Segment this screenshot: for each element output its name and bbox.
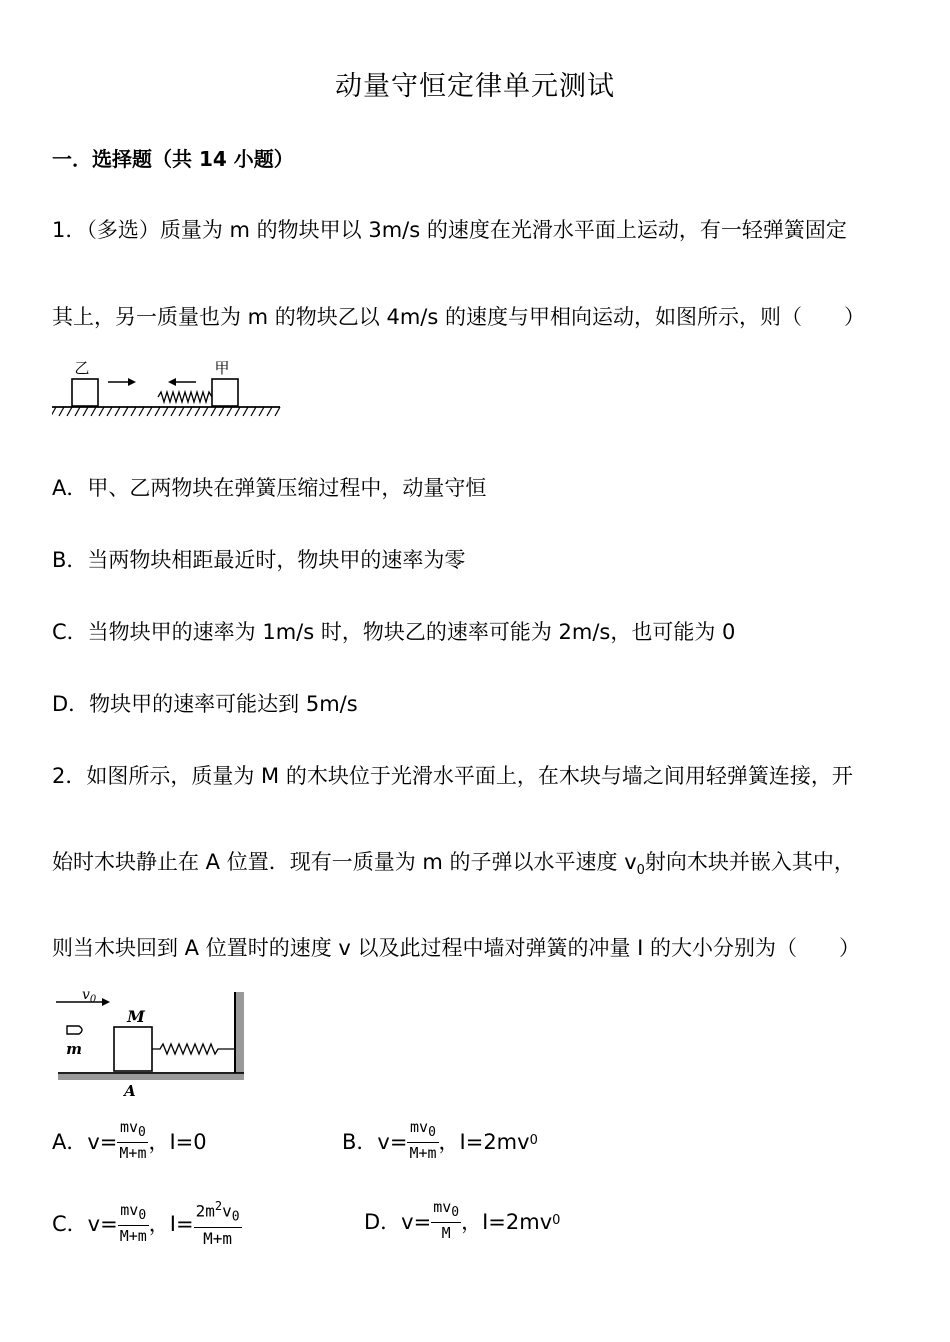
q1-option-d: D．物块甲的速率可能达到 5m/s xyxy=(52,692,358,716)
q2-stem-line1: 2．如图所示，质量为 M 的木块位于光滑水平面上，在木块与墙之间用轻弹簧连接，开 xyxy=(52,764,853,788)
fraction: $\frac{mv_0}{M+m}$ xyxy=(119,1118,147,1162)
q2-fig-label-A: A xyxy=(124,1082,136,1100)
q2-fig-label-M: M xyxy=(127,1007,145,1026)
q1-fig-label-jia: 甲 xyxy=(214,359,230,377)
spring-icon xyxy=(152,1044,234,1054)
fraction: $\frac{2m^2v_0}{M+m}$ xyxy=(195,1199,240,1248)
spring-icon xyxy=(158,392,212,402)
q2-fig-label-m: m xyxy=(66,1040,82,1058)
wood-block xyxy=(114,1027,152,1071)
q2-option-b: B．v= $\frac{mv_0}{M+m}$ ，I=2mv 0 xyxy=(342,1118,538,1162)
q1-option-c: C．当物块甲的速率为 1m/s 时，物块乙的速率可能为 2m/s，也可能为 0 xyxy=(52,620,736,644)
ground-hatch xyxy=(58,1074,244,1080)
q1-option-b: B．当两物块相距最近时，物块甲的速率为零 xyxy=(52,548,466,572)
q2-stem-line2: 始时木块静止在 A 位置．现有一质量为 m 的子弹以水平速度 $v_0$射向木块并嵌入其中， xyxy=(52,850,855,879)
q2-option-c: C．v= $\frac{mv_0}{M+m}$ ，I= $\frac{2m^2v_0}{M+m}$ xyxy=(52,1199,240,1248)
arrow-right-icon xyxy=(108,378,136,386)
arrow-left-icon xyxy=(168,378,196,386)
ground-hatch xyxy=(52,407,280,416)
fraction: $\frac{mv_0}{M+m}$ xyxy=(119,1200,147,1245)
q1-option-a: A．甲、乙两物块在弹簧压缩过程中，动量守恒 xyxy=(52,476,487,500)
wall-hatch xyxy=(236,992,244,1073)
q1-fig-label-yi: 乙 xyxy=(74,359,90,377)
q1-figure xyxy=(52,356,284,422)
fraction: $\frac{mv_0}{M+m}$ xyxy=(409,1118,437,1162)
q1-stem-line2: 其上，另一质量也为 m 的物块乙以 4m/s 的速度与甲相向运动，如图所示，则（ ） xyxy=(52,305,865,329)
bullet-icon xyxy=(67,1026,82,1034)
q1-stem-line1: 1．（多选）质量为 m 的物块甲以 3m/s 的速度在光滑水平面上运动，有一轻弹簧固定 xyxy=(52,218,847,242)
block-yi xyxy=(72,379,98,406)
q2-stem-line3: 则当木块回到 A 位置时的速度 v 以及此过程中墙对弹簧的冲量 I 的大小分别为（ ） xyxy=(52,936,861,960)
section-heading: 一．选择题（共 14 小题） xyxy=(52,147,294,171)
q2-option-a: A．v= $\frac{mv_0}{M+m}$ ，I=0 xyxy=(52,1118,207,1162)
fraction: $\frac{mv_0}{M}$ xyxy=(433,1198,460,1242)
block-jia xyxy=(212,379,238,406)
q2-option-d: D．v= $\frac{mv_0}{M}$ ，I=2mv 0 xyxy=(364,1198,561,1242)
q2-fig-v0: $v_0$ xyxy=(82,988,97,1005)
page-title: 动量守恒定律单元测试 xyxy=(335,71,615,102)
q2-figure xyxy=(52,988,252,1100)
